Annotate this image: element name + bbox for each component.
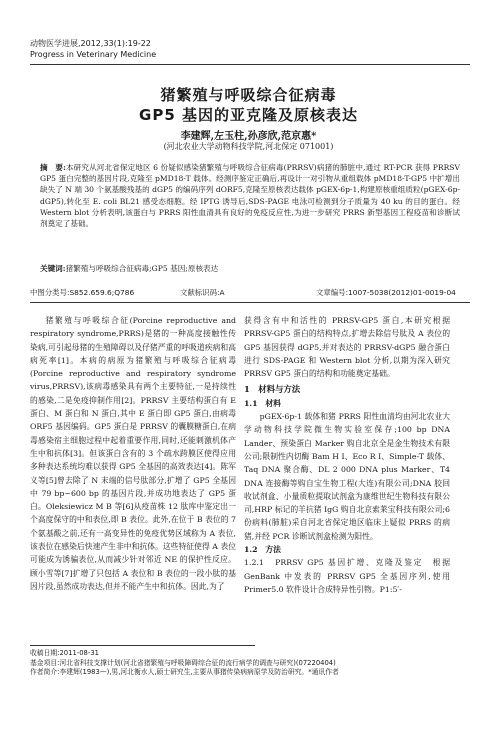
method-paragraph (244, 556, 450, 596)
document-code: 文献标识码:A (180, 288, 225, 297)
keywords-label: 关键词: (40, 264, 66, 273)
abstract-text: 本研究从河北省保定地区 6 份疑似感染猪繁殖与呼吸综合征病毒(PRRSV)病猪的肺脏中,通过 RT-PCR 获得 PRRSV GP5 蛋白完整的基因片段,克隆至 pMD18-T 载体。经测序鉴定正确后,再设计一对引物从重组载体 pMD18-T-GP5 中扩增出缺失了 N 端 30 个氨基酸残基的 dGP5 的编码序列 dORF5,克隆至原核表达载体 pGEX-6p-1,构建原核重组质粒(pGEX-6p-dGP5),转化至 E. coli BL21 感受态细胞。经 IPTG 诱导后,SDS-PAGE 电泳可检测到分子质量为 40 ku 的目的蛋白。经 Western blot 分析表明,该蛋白与 PRRS 阳性血清具有良好的免疫反应性,为进一步研究 PRRS 新型基因工程疫苗和诊断试剂奠定了基础。 (40, 163, 460, 229)
affiliation: (河北农业大学动物科技学院,河北保定 071001) (163, 142, 334, 151)
body-left-column (30, 314, 236, 593)
method-text: 根据 GenBank 中发表的 PRRSV GP5 全基因序列,使用 Primer5.0 软件设计合成特异性引物。P1:5′- (244, 558, 450, 594)
received-date: 收稿日期:2011-08-31 (30, 649, 99, 657)
paper-title-line-2: GP5 基因的亚克隆及原核表达 (139, 106, 358, 124)
header-rule (30, 64, 470, 65)
fund-note: 基金项目:河北省科技支撑计划(河北省猪繁殖与呼吸障碍综合征的流行病学的调查与研究)(07220404) (30, 658, 336, 667)
journal-citation: 动物医学进展,2012,33(1):19-22 (30, 39, 151, 48)
clc-number: 中图分类号:S852.659.6;Q786 (30, 288, 135, 297)
article-number: 文章编号:1007-5038(2012)01-0019-04 (316, 288, 456, 297)
keywords-text: 猪繁殖与呼吸综合征病毒;GP5 基因;原核表达 (65, 264, 219, 273)
footnote-rule (30, 645, 255, 646)
subsection-heading-methods: 1.2 方法 (244, 545, 281, 555)
intro-continued-paragraph: 获得含有中和活性的 PRRSV-GP5 蛋白,本研究根据 PRRSV-GP5 蛋白的结构特点,扩增去除信号肽及 A 表位的 GP5 基因获得 dGP5,并对表达的 PRRSV-dGP5 融合蛋白进行 SDS-PAGE 和 Western blot 分析,以期为深入研究 PRRSV GP5 蛋白的结构和功能奠定基础。 (244, 316, 450, 379)
abstract-label: 摘 要: (40, 163, 66, 172)
body-rule (30, 302, 470, 303)
journal-name-english: Progress in Veterinary Medicine (30, 50, 157, 59)
section-heading-materials-methods: 1 材料与方法 (244, 384, 301, 395)
body-right-column (244, 314, 450, 596)
subsection-heading-materials: 1.1 材料 (244, 398, 281, 408)
paper-title-line-1: 猪繁殖与呼吸综合征病毒 (160, 86, 337, 104)
footnotes (30, 649, 470, 678)
materials-paragraph: pGEX-6p-1 载体和猪 PRRS 阳性血清均由河北农业大学动物科技学院微生物实验室保存;100 bp DNA Lander、预染蛋白 Marker 购自北京全是金生物技术有限公司;限制性内切酶 Bam H Ⅰ、Eco R Ⅰ、Simple-T 载体、Taq DNA 聚合酶、DL 2 000 DNA plus Marker、T4 DNA 连接酶等购自宝生物工程(大连)有限公司;DNA 胶回收试剂盒、小量质粒提取试剂盒为康维世纪生物科技有限公司,HRP 标记的羊抗猪 IgG 购自北京索莱宝科技有限公司;6 份病料(肺脏)采自河北省保定地区临床上疑似 PRRS 的病猪,并经 PCR 诊断试剂盒检测为阳性。 (244, 412, 450, 541)
abstract (40, 162, 460, 229)
intro-paragraph: 猪繁殖与呼吸综合征(Porcine reproductive and respiratory syndrome,PRRS)是猪的一种高度接触性传染病,可引起母猪的生殖障碍以及仔猪严重的呼吸道疾病和高病死率[1]。本病的病原为猪繁殖与呼吸综合征病毒(Porcine reproductive and respiratory syndrome virus,PRRSV),该病毒感染具有两个主要特征,一是持续性的感染,二是免疫抑制作用[2]。PRRSV 主要结构蛋白有 E 蛋白、M 蛋白和 N 蛋白,其中 E 蛋白即 GP5 蛋白,由病毒 ORF5 基因编码。GP5 蛋白是 PRRSV 的囊膜糖蛋白,在病毒感染宿主细胞过程中起着重要作用,同时,还能刺激机体产生中和抗体[3]。但该蛋白含有的 3 个疏水跨膜区使得应用多种表达系统均难以获得 GP5 全基因的高效表达[4]。陈军义等[5]曾去除了 N 末端的信号肽部分,扩增了 GP5 全基因中 79 bp~600 bp 的基因片段,并成功地表达了 GP5 蛋白。Oleksiewicz M B 等[6]从疫苗株 12 肽库中鉴定出一个高度保守的中和表位,即 B 表位。此外,在位于 B 表位的 7 个氨基酸之前,还有一高变异性的免疫优势区域称为 A 表位,该表位在感染后快速产生非中和抗体。这些特征使得 A 表位可能成为诱骗表位,从而减少针对邻近 NE 的保护性反应。顾小雪等[7]扩增了只包括 A 表位和 B 表位的一段小肽的基因片段,虽然成功表达,但并不能产生中和抗体。因此,为了 (30, 316, 236, 591)
subsubsection-heading: 1.2.1 PRRSV GP5 基因扩增、克隆及鉴定 (244, 558, 424, 568)
journal-header (30, 38, 156, 60)
keywords (40, 263, 460, 274)
authors: 李建辉,左玉柱,孙彦欣,范京惠* (180, 131, 317, 142)
author-note: 作者简介:李建辉(1983—),男,河北衡水人,硕士研究生,主要从事猪传染病病原学及防治研究。*通讯作者 (30, 668, 339, 677)
